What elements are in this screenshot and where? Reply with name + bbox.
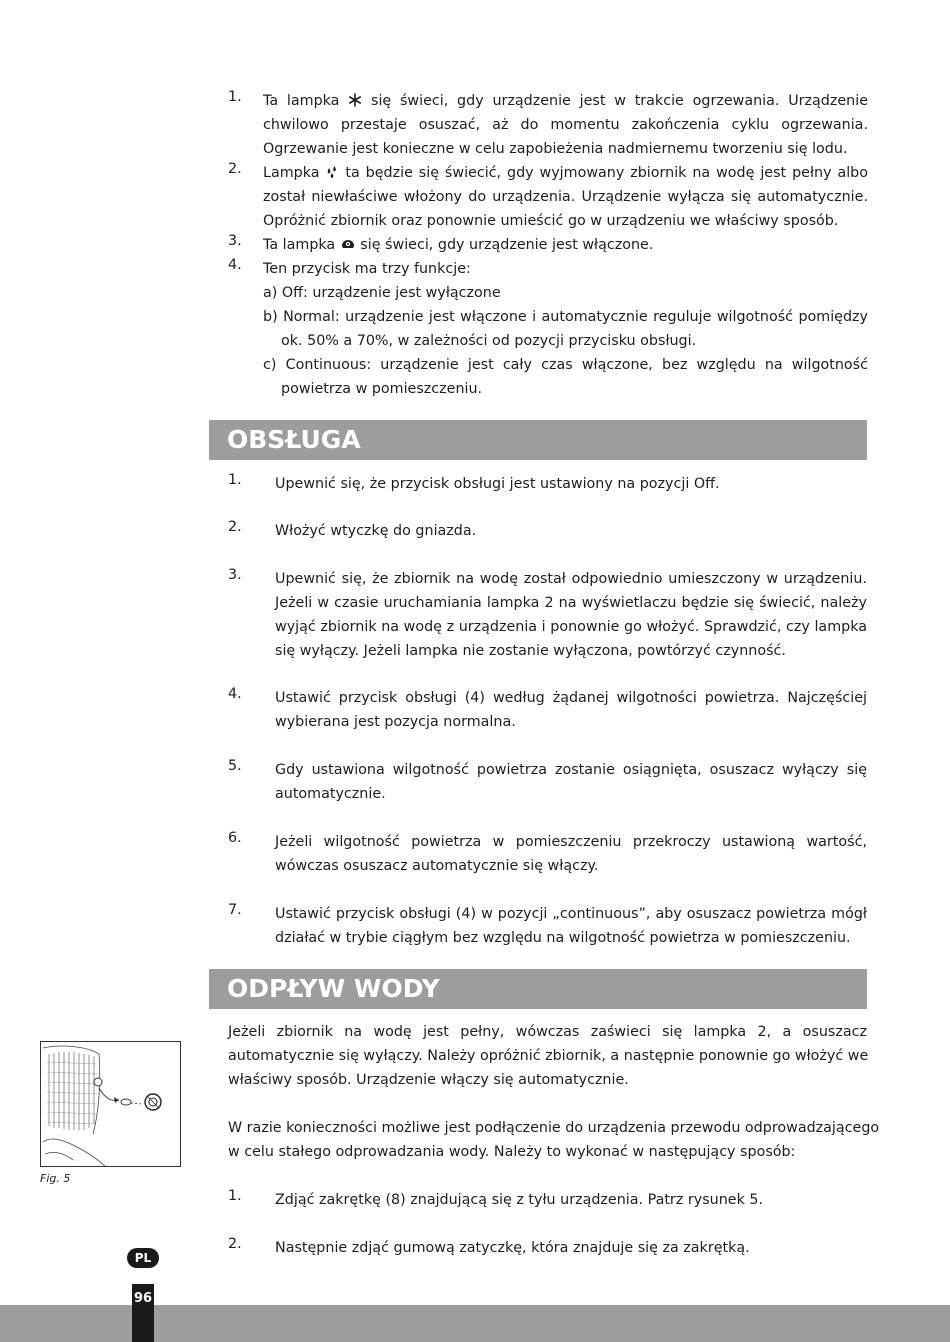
list-number: 1. [228, 89, 242, 105]
step-number: 7. [228, 902, 242, 918]
paragraph-tank-full: Jeżeli zbiornik na wodę jest pełny, wówczas zaświeci się lampka 2, a osuszacz automatycznie się wyłączy. Należy opróżnić zbiornik, a następnie ponownie go włożyć we właściwy sposób. Urządzenie włączy się automatycznie. [228, 1024, 869, 1088]
step-item: Jeżeli wilgotność powietrza w pomieszczeniu przekroczy ustawioną wartość, wówczas osuszacz automatycznie się włączy. [275, 834, 867, 874]
step-item: Ustawić przycisk obsługi (4) według żądanej wilgotności powietrza. Najczęściej wybierana jest pozycja normalna. [275, 690, 867, 730]
list-number: 3. [228, 233, 242, 249]
function-c: c) Continuous: urządzenie jest cały czas włączone, bez względu na wilgotność powietrza w pomieszczeniu. [263, 357, 868, 397]
step-number: 2. [228, 519, 242, 535]
step-item: Upewnić się, że przycisk obsługi jest ustawiony na pozycji Off. [275, 476, 720, 492]
language-badge: PL [127, 1248, 159, 1268]
drain-cap-drawing [41, 1042, 181, 1167]
page-number: 96 [132, 1284, 154, 1342]
step-number: 2. [228, 1236, 242, 1252]
step-number: 1. [228, 472, 242, 488]
figure-caption: Fig. 5 [40, 1172, 71, 1185]
power-on-icon [340, 237, 356, 251]
figure-5-drain-illustration [40, 1041, 181, 1167]
list-number: 2. [228, 161, 242, 177]
section-header-obsluga: OBSŁUGA [209, 420, 867, 460]
step-number: 5. [228, 758, 242, 774]
list-item: Ta lampka się świeci, gdy urządzenie jest włączone. [263, 237, 654, 253]
step-item: Następnie zdjąć gumową zatyczkę, która znajduje się za zakrętką. [275, 1240, 750, 1256]
step-number: 3. [228, 567, 242, 583]
step-number: 1. [228, 1188, 242, 1204]
function-a: a) Off: urządzenie jest wyłączone [263, 285, 501, 301]
step-item: Ustawić przycisk obsługi (4) w pozycji „continuous”, aby osuszacz powietrza mógł działać w trybie ciągłym bez względu na wilgotność powietrza w pomieszczeniu. [275, 906, 867, 946]
function-b: b) Normal: urządzenie jest włączone i automatycznie reguluje wilgotność pomiędzy ok. 50% a 70%, w zależności od pozycji przycisku obsługi. [263, 309, 868, 349]
step-item: Zdjąć zakrętkę (8) znajdującą się z tyłu urządzenia. Patrz rysunek 5. [275, 1192, 764, 1208]
step-item: Gdy ustawiona wilgotność powietrza zostanie osiągnięta, osuszacz wyłączy się automatycznie. [275, 762, 867, 802]
list-item: Ten przycisk ma trzy funkcje: [263, 261, 471, 277]
list-item: Lampka ta będzie się świecić, gdy wyjmowany zbiornik na wodę jest pełny albo został niewłaściwe włożony do urządzenia. Urządzenie wyłącza się automatycznie. Opróżnić zbiornik oraz ponownie umieścić go w urządzeniu we właściwy sposób. [263, 165, 869, 229]
step-number: 6. [228, 830, 242, 846]
step-item: Upewnić się, że zbiornik na wodę został odpowiednio umieszczony w urządzeniu. Jeżeli w czasie uruchamiania lampka 2 na wyświetlaczu będzie się świecić, należy wyjąć zbiornik na wodę z urządzenia i ponownie go włożyć. Sprawdzić, czy lampka się wyłączy. Jeżeli lampka nie zostanie wyłączona, powtórzyć czynność. [275, 571, 867, 659]
water-drops-icon [325, 165, 339, 179]
section-header-odplyw-wody: ODPŁYW WODY [209, 969, 867, 1009]
step-number: 4. [228, 686, 242, 702]
list-number: 4. [228, 257, 242, 273]
step-item: Włożyć wtyczkę do gniazda. [275, 523, 477, 539]
list-item: Ta lampka się świeci, gdy urządzenie jest w trakcie ogrzewania. Urządzenie chwilowo przestaje osuszać, aż do momentu zakończenia cyklu ogrzewania. Ogrzewanie jest konieczne w celu zapobieżenia nadmiernemu tworzeniu się lodu. [263, 93, 869, 157]
paragraph-drain-hose: W razie konieczności możliwe jest podłączenie do urządzenia przewodu odprowadzającego w celu stałego odprowadzania wody. Należy to wykonać w następujący sposób: [228, 1120, 880, 1160]
snowflake-icon [348, 93, 362, 107]
